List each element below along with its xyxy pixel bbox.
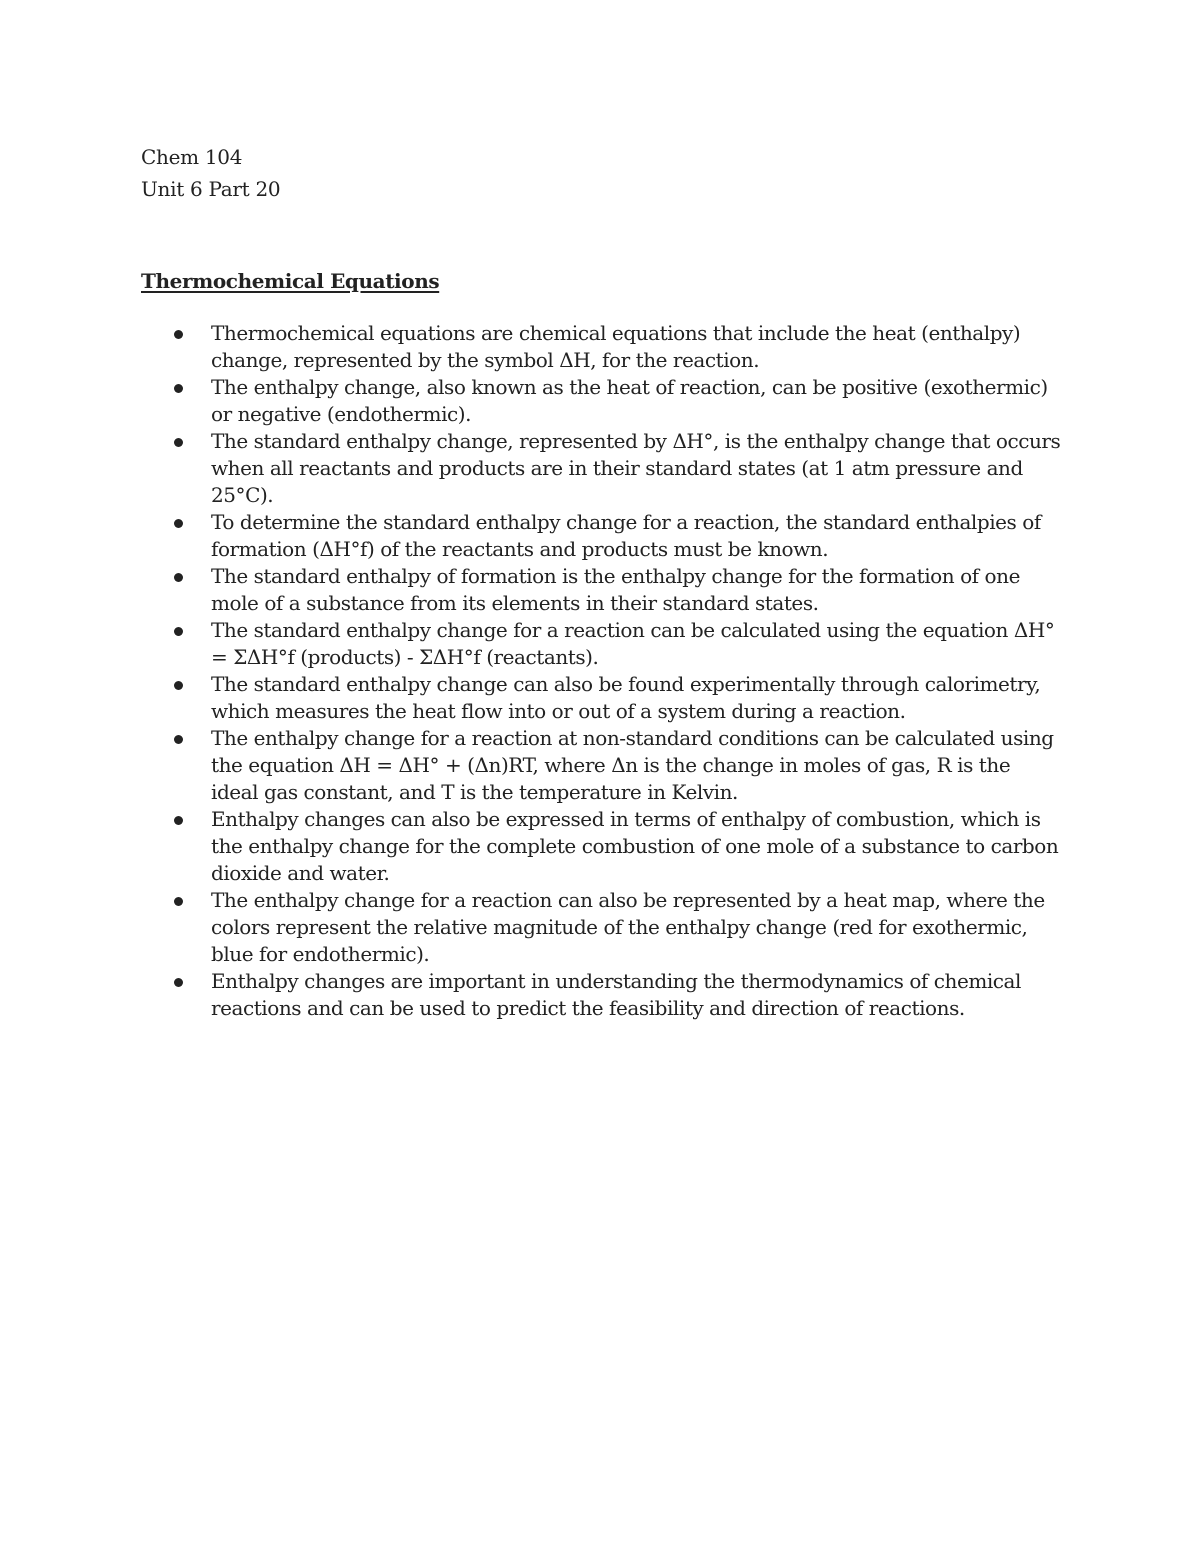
- list-item-text: Enthalpy changes can also be expressed in terms of enthalpy of combustion, which is the enthalpy change for the complete combustion of one mole of a substance to carbon dioxide and water.: [211, 807, 1059, 885]
- list-item-text: Enthalpy changes are important in understanding the thermodynamics of chemical reactions and can be used to predict the feasibility and direction of reactions.: [211, 969, 1021, 1020]
- list-item-text: The standard enthalpy of formation is the enthalpy change for the formation of one mole of a substance from its elements in their standard states.: [211, 564, 1020, 615]
- bullet-icon: [174, 735, 183, 744]
- bullet-list: [171, 320, 1061, 1022]
- list-item-text: The enthalpy change for a reaction can also be represented by a heat map, where the colors represent the relative magnitude of the enthalpy change (red for exothermic, blue for endothermic).: [211, 888, 1045, 966]
- bullet-icon: [174, 978, 183, 987]
- list-item: [171, 428, 1061, 509]
- list-item: [171, 374, 1061, 428]
- list-item-text: The standard enthalpy change can also be found experimentally through calorimetry, which measures the heat flow into or out of a system during a reaction.: [211, 672, 1041, 723]
- list-item-text: The enthalpy change, also known as the heat of reaction, can be positive (exothermic) or negative (endothermic).: [211, 375, 1048, 426]
- list-item: [171, 563, 1061, 617]
- bullet-icon: [174, 681, 183, 690]
- list-item-text: The enthalpy change for a reaction at non-standard conditions can be calculated using the equation ΔH = ΔH° + (Δn)RT, where Δn is the change in moles of gas, R is the ideal gas constant, and T is the temperature in Kelvin.: [211, 726, 1054, 804]
- list-item-text: The standard enthalpy change, represented by ΔH°, is the enthalpy change that occurs when all reactants and products are in their standard states (at 1 atm pressure and 25°C).: [211, 429, 1061, 507]
- bullet-icon: [174, 438, 183, 447]
- list-item: [171, 671, 1061, 725]
- bullet-icon: [174, 627, 183, 636]
- list-item-text: To determine the standard enthalpy change for a reaction, the standard enthalpies of formation (ΔH°f) of the reactants and products must be known.: [211, 510, 1041, 561]
- list-item: [171, 509, 1061, 563]
- bullet-icon: [174, 816, 183, 825]
- bullet-icon: [174, 897, 183, 906]
- list-item: [171, 725, 1061, 806]
- course-name: Chem 104: [141, 145, 243, 169]
- document-header: [141, 141, 280, 205]
- bullet-icon: [174, 384, 183, 393]
- list-item: [171, 968, 1061, 1022]
- bullet-icon: [174, 519, 183, 528]
- list-item: [171, 617, 1061, 671]
- list-item-text: The standard enthalpy change for a reaction can be calculated using the equation ΔH° = ΣΔH°f (products) - ΣΔH°f (reactants).: [211, 618, 1055, 669]
- bullet-icon: [174, 330, 183, 339]
- unit-label: Unit 6 Part 20: [141, 177, 281, 201]
- list-item: [171, 806, 1061, 887]
- list-item: [171, 887, 1061, 968]
- section-title: Thermochemical Equations: [141, 269, 440, 293]
- list-item: [171, 320, 1061, 374]
- list-item-text: Thermochemical equations are chemical equations that include the heat (enthalpy) change, represented by the symbol ΔH, for the reaction.: [211, 321, 1021, 372]
- bullet-icon: [174, 573, 183, 582]
